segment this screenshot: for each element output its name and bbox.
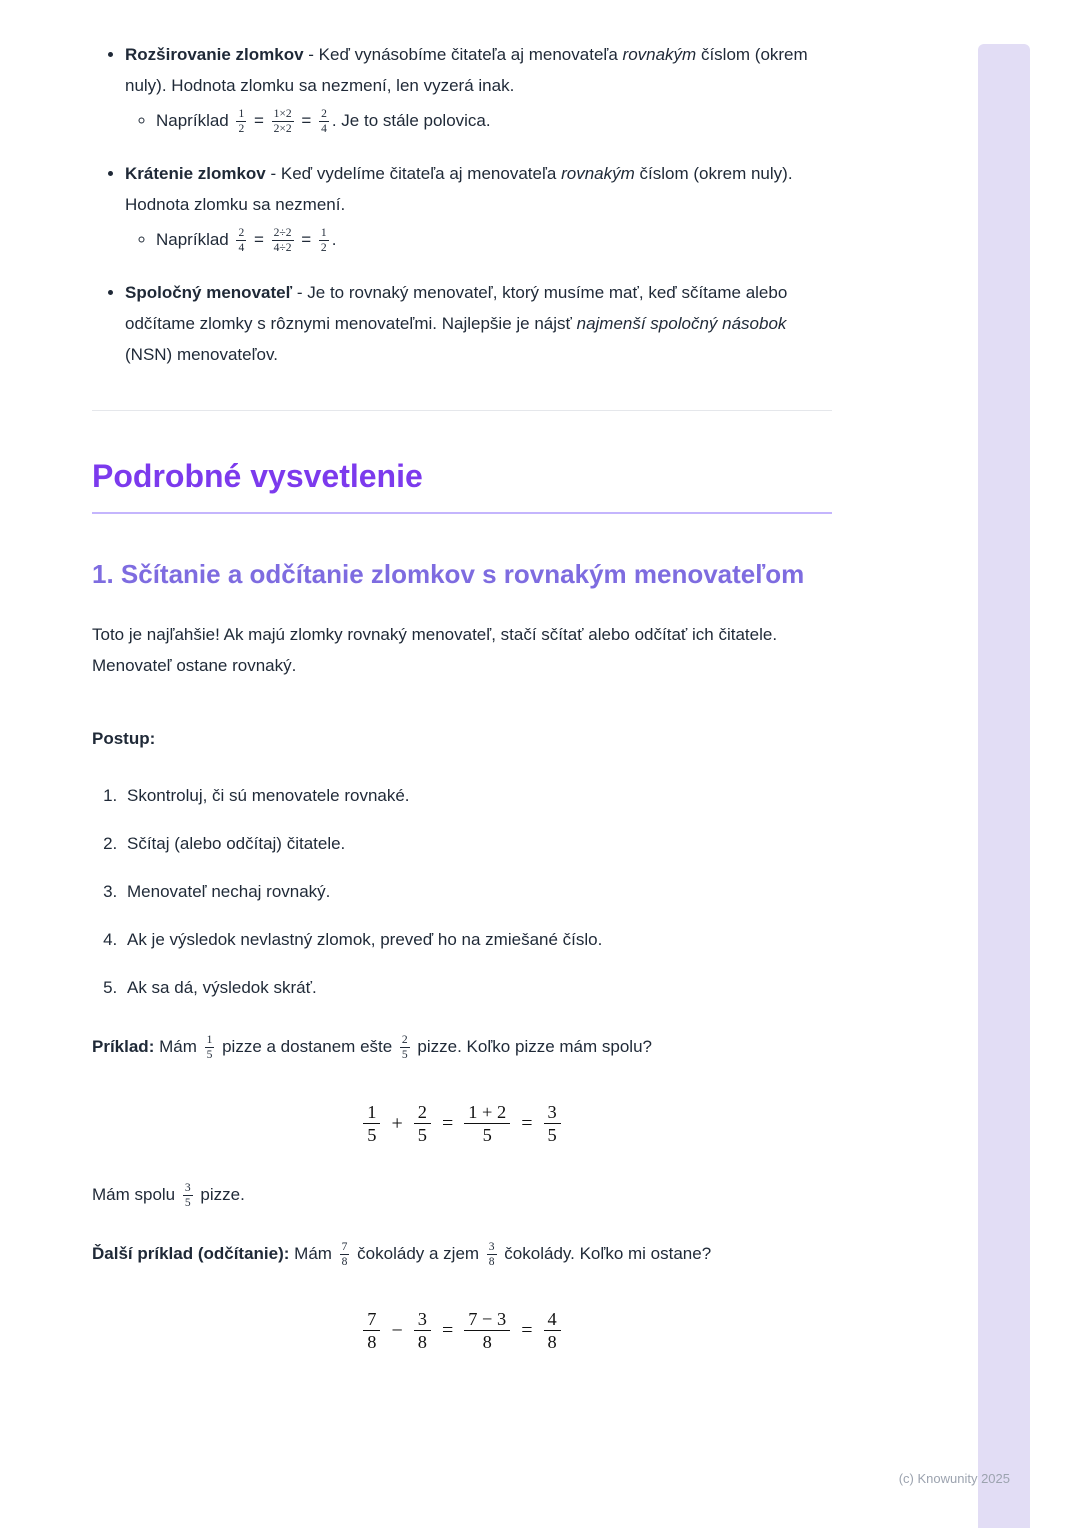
fraction: $\frac{1}{5}$ [206,1032,213,1061]
fraction: $\frac{2}{4}$ [238,225,245,254]
copyright: (c) Knowunity 2025 [898,1471,1010,1486]
fraction: $\frac{3}{8}$ [488,1239,495,1268]
step-item: 2. Sčítaj (alebo odčítaj) čitatele. [122,829,832,860]
heading-underline [92,512,832,514]
definition-text: • Rozširovanie zlomkov - Keď vynásobíme čitateľa aj menovateľa rovnakým číslom (okrem nuly). Hodnota zlomku sa nezmení, len vyzerá inak. [125,45,808,95]
example-text: ◦ Napríklad $\frac{1}{2}$ = $\frac{1\times 2}{2\times 2}$ = $\frac{2}{4}$ . Je to stále polovica. [156,107,491,135]
example-sublist [125,225,832,256]
example1-paragraph: Príklad: Mám $\frac{1}{5}$ pizze a dostanem ešte $\frac{2}{5}$ pizze. Koľko pizze mám spolu? [92,1032,652,1061]
fraction: $\frac{3}{8}$ [414,1308,431,1353]
fraction: $\frac{2\div 2}{4\div 2}$ [273,225,292,254]
example-item [156,225,832,256]
fraction: $\frac{4}{8}$ [544,1308,561,1353]
fraction: $\frac{1}{2}$ [320,225,327,254]
postup-label: Postup: [92,729,156,749]
fraction: $\frac{2}{5}$ [414,1101,431,1146]
fraction: $\frac{1}{5}$ [363,1101,380,1146]
fraction: $\frac{7 - 3}{8}$ [464,1308,510,1353]
equation-subtraction: $\frac{7}{8}$ − $\frac{3}{8}$ = $\frac{7 - 3}{8}$ = $\frac{4}{8}$ [92,1308,832,1353]
steps-list [92,781,832,1004]
fraction: $\frac{7}{8}$ [363,1308,380,1353]
scrollbar-track[interactable] [978,44,1030,1528]
definition-item-spolocny-menovatel [125,278,832,371]
definition-text: • Spoločný menovateľ - Je to rovnaký menovateľ, ktorý musíme mať, keď sčítame alebo odčítame zlomky s rôznymi menovateľmi. Najlepšie je nájsť najmenší spoločný násobok (NSN) menovateľov. [125,282,788,364]
document-content [92,40,832,1387]
fraction: $\frac{2}{5}$ [401,1032,408,1061]
fraction: $\frac{3}{5}$ [544,1101,561,1146]
step-item: 3. Menovateľ nechaj rovnaký. [122,877,832,908]
fraction: $\frac{3}{5}$ [184,1180,191,1209]
fraction: $\frac{7}{8}$ [341,1239,348,1268]
example-sublist [125,106,832,137]
section-divider [92,410,832,411]
fraction: $\frac{1}{2}$ [238,107,245,135]
result1-paragraph: Mám spolu $\frac{3}{5}$ pizze. [92,1180,245,1209]
fraction: $\frac{1 + 2}{5}$ [464,1101,510,1146]
subsection-heading: 1. Sčítanie a odčítanie zlomkov s rovnakým menovateľom [92,558,805,589]
section-heading: Podrobné vysvetlenie [92,458,423,495]
step-item: 4. Ak je výsledok nevlastný zlomok, preveď ho na zmiešané číslo. [122,925,832,956]
definitions-list [92,40,832,370]
example-text: ◦ Napríklad $\frac{2}{4}$ = $\frac{2\div 2}{4\div 2}$ = $\frac{1}{2}$ . [156,225,337,254]
equation-addition: $\frac{1}{5}$ + $\frac{2}{5}$ = $\frac{1 + 2}{5}$ = $\frac{3}{5}$ [92,1101,832,1146]
fraction: $\frac{1\times 2}{2\times 2}$ [273,107,292,135]
step-item: 1. Skontroluj, či sú menovatele rovnaké. [122,781,832,812]
definition-item-kratenie [125,159,832,256]
intro-paragraph: Toto je najľahšie! Ak majú zlomky rovnaký menovateľ, stačí sčítať alebo odčítať ich čitatele. Menovateľ ostane rovnaký. [92,625,778,676]
definition-item-rozsirovanie [125,40,832,137]
fraction: $\frac{2}{4}$ [321,107,327,135]
definition-text: • Krátenie zlomkov - Keď vydelíme čitateľa aj menovateľa rovnakým číslom (okrem nuly). Hodnota zlomku sa nezmení. [125,163,793,214]
example-item [156,106,832,137]
example2-paragraph: Ďalší príklad (odčítanie): Mám $\frac{7}{8}$ čokolády a zjem $\frac{3}{8}$ čokolády. Koľko mi ostane? [92,1239,712,1268]
step-item: 5. Ak sa dá, výsledok skráť. [122,973,832,1004]
